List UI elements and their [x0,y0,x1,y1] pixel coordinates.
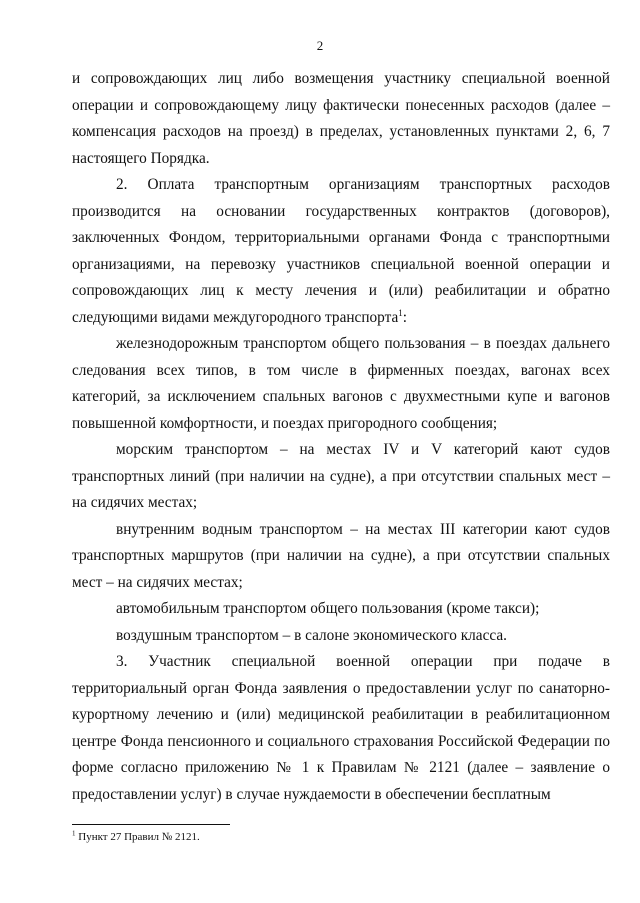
paragraph-item-2-text: 2. Оплата транспортным организациям транспортных расходов производится на основании государственных контрактов (договоров), заключенных Фондом, территориальными органами Фонда с транспортными организациями, на перевозку участников специальной военной операции и сопровождающих лиц к месту лечения и (или) реабилитации и обратно следующими видами междугородного транспорта [72,176,610,326]
footnote-reference: 1 [398,307,403,318]
page-number: 2 [316,38,324,53]
document-body [72,66,610,808]
footnote-marker: 1 [72,829,76,838]
paragraph-road-transport: автомобильным транспортом общего пользования (кроме такси); [116,600,540,617]
footnote-divider [72,824,230,825]
paragraph-item-2 [72,172,610,331]
paragraph-item-3: 3. Участник специальной военной операции при подаче в территориальный орган Фонда заявления о предоставлении услуг по санаторно-курортному лечению и (или) медицинской реабилитации в реабилитационном центре Фонда пенсионного и социального страхования Российской Федерации по форме согласно приложению № 1 к Правилам № 2121 (далее – заявление о предоставлении услуг) в случае нуждаемости в обеспечении бесплатным [72,653,610,803]
footnote-text: Пункт 27 Правил № 2121. [78,831,200,843]
paragraph-air-transport: воздушным транспортом – в салоне экономического класса. [116,626,507,644]
paragraph-sea-transport: морским транспортом – на местах IV и V категорий кают судов транспортных линий (при наличии на судне), а при отсутствии спальных мест – на сидячих местах; [72,441,610,511]
paragraph-rail-transport: железнодорожным транспортом общего пользования – в поездах дальнего следования всех типов, в том числе в фирменных поездах, вагонах всех категорий, за исключением спальных вагонов с двухместными купе и вагонов повышенной комфортности, и поездах пригородного сообщения; [72,335,610,432]
paragraph-inland-water-transport: внутренним водным транспортом – на местах III категории кают судов транспортных маршрутов (при наличии на судне), а при отсутствии спальных мест – на сидячих местах; [72,520,610,591]
footnote [72,830,200,844]
paragraph-continuation: и сопровождающих лиц либо возмещения участнику специальной военной операции и сопровождающему лицу фактически понесенных расходов (далее – компенсация расходов на проезд) в пределах, установленных пунктами 2, 6, 7 настоящего Порядка. [72,70,610,167]
paragraph-item-2-tail: : [402,308,408,326]
